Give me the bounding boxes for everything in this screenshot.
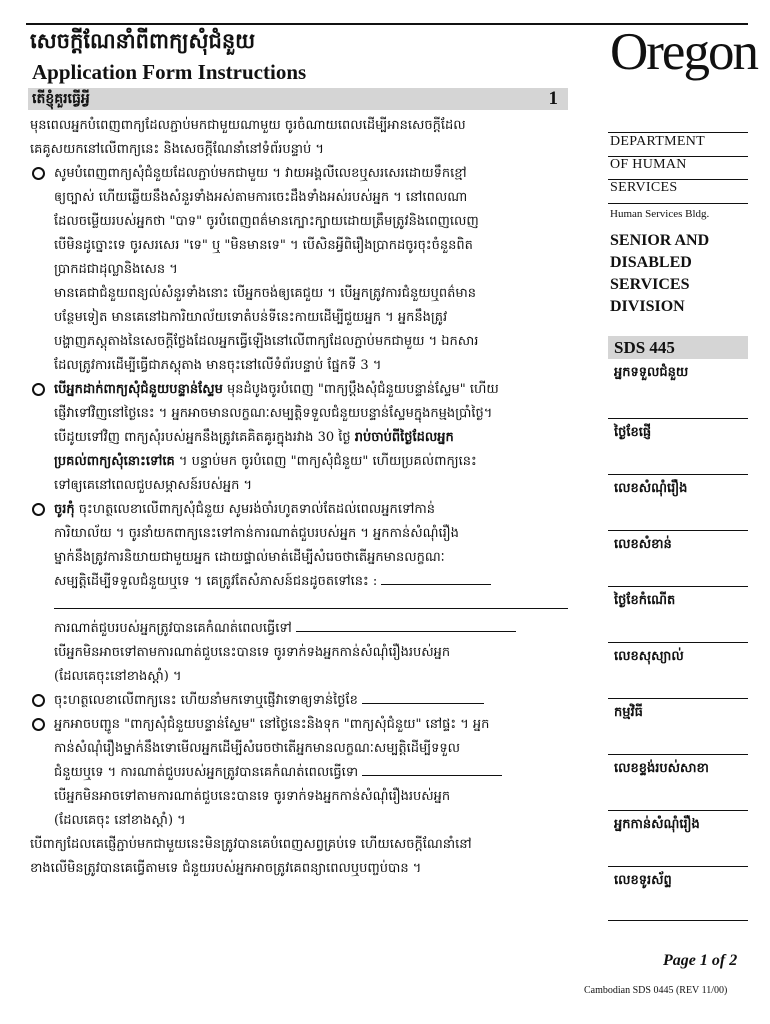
building-name: Human Services Bldg. <box>610 208 710 220</box>
bullet-send-emergency <box>30 713 568 833</box>
oregon-logo: Oregon <box>610 23 757 81</box>
bullet-text: មុនដំបូងចូរបំពេញ "ពាក្យប្តឹងសុំជំនួយបន្ទាន់ស្ទែម" ហើយ <box>222 382 499 397</box>
bullet-emergency <box>30 378 568 498</box>
bullet-line: ដែលចម្លើយរបស់អ្នកថា "បាទ" ចូរបំពេញពត៌មានក្បោះក្បាយដោយត្រឹមត្រូវនិងពេញលេញ <box>54 214 479 229</box>
bullet-line: ឲ្យច្បាស់ ហើយឆ្លើយនឹងសំនួរទាំងអស់តាមការចេះដឹងទាំងអស់របស់អ្នក ។ នៅពេលណា <box>54 190 468 205</box>
section-header <box>28 88 568 110</box>
field-line[interactable] <box>608 530 748 531</box>
department-line: DEPARTMENT <box>610 134 705 149</box>
form-code: Cambodian SDS 0445 (REV 11/00) <box>584 985 728 996</box>
bullet-line: បន្ថែមទៀត មានគេនៅឯការិយាល័យទោតំបន់ទីនេះកាយដើម្បីជួយអ្នក ។ អ្នកនឹងត្រូវ <box>54 310 448 325</box>
bullet-line: បើអ្នកមិនអាចទៅតាមការណាត់ជួបនេះបានទេ ចូរទាក់ទងអ្នកកាន់សំណុំរឿងរបស់អ្នក <box>54 645 451 660</box>
bullet-line: (ដែលគេចុះ នៅខាងស្តាំ) ។ <box>54 813 186 828</box>
circle-bullet-icon <box>32 167 45 180</box>
bullet-line: ដែលត្រូវការដើម្បីធ្វើជាភស្តុតាង មានចុះនៅលើទំព័របន្ទាប់ ផ្នែកទី 3 ។ <box>54 358 382 373</box>
intro-line: គេគូសយកនៅលើពាក្យនេះ និងសេចក្តីណែនាំនៅទំព័របន្ទាប់ ។ <box>30 142 324 157</box>
bullet-line: ផ្ញើវាទៅវិញនៅថ្ងៃនេះ ។ អ្នកអាចមានលក្ខណៈសម្បត្តិទទួលជំនួយបន្ទាន់ស្ទែមក្នុងកម្មងប្រាំថ្ងៃ។ <box>54 406 493 421</box>
bullet-line: (ដែលគេចុះនៅខាងស្តាំ) ។ <box>54 669 182 684</box>
division-line: SENIOR AND <box>610 232 710 249</box>
intro-line: មុនពេលអ្នកបំពេញពាក្យដែលភ្ជាប់មកជាមួយណាមួយ ចូរចំណាយពេលដើម្បីអានសេចក្តីដែល <box>30 118 466 133</box>
bullet-line: ទៅឲ្យគេនៅពេលជួបសម្ភាសន៍របស់អ្នក ។ <box>54 478 253 493</box>
bullet-line: បង្ហាញភស្តុតាងនៃសេចក្តីថ្លែងដែលអ្នកធ្វើឡើងនៅលើពាក្យដែលភ្ជាប់មកជាមួយ ។ ឯកសារ <box>54 334 479 349</box>
bullet-line: សូមបំពេញពាក្យសុំជំនួយដែលភ្ជាប់មកជាមួយ ។ វាយអង្គលីលេខឬសរសេរដោយទឹកខ្មៅ <box>54 166 467 181</box>
field-date-mailed: ថ្ងៃខែផ្ញើ <box>614 425 652 440</box>
bullet-text: សម្បត្តិដើម្បីទទួលជំនួយឬទេ ។ គេត្រូវតែសំភាសន៍ជនដូចតទៅនេះ : <box>54 574 378 589</box>
field-line[interactable] <box>608 810 748 811</box>
bullet-line: ការិយាល័យ ។ ចូរនាំយកពាក្យនេះទៅកាន់ការណាត់ជួបរបស់អ្នក ។ អ្នកកាន់សំណុំរឿង <box>54 526 459 541</box>
appointment-text: ការណាត់ជួបរបស់អ្នកត្រូវបានគេកំណត់ពេលធ្វើទៅ <box>54 621 292 636</box>
bullet-complete-form <box>30 162 568 378</box>
field-case-worker: អ្នកកាន់សំណុំរឿង <box>614 817 700 832</box>
division-name <box>610 230 709 318</box>
bullet-line: ប្រាកដជាដុល្លានិងសេន ។ <box>54 262 178 277</box>
bullet-text: ជំនួយឬទេ ។ ការណាត់ជួបរបស់អ្នកត្រូវបានគេកំណត់ពេលធ្វើទោ <box>54 765 359 780</box>
page-number: Page 1 of 2 <box>663 952 738 969</box>
do-not-lead: ចូរកុំ <box>54 502 75 517</box>
field-line[interactable] <box>608 418 748 419</box>
bullet-text: បើដូយទៅវិញ ពាក្យសុំរបស់អ្នកនឹងត្រូវគេគិតគូរក្នុងរវាង 30 ថ្ងៃ <box>54 430 355 445</box>
bullet-text: ។ បន្ទាប់មក ចូរបំពេញ "ពាក្យសុំជំនួយ" ហើយប្រគល់ពាក្យនេះ <box>174 454 477 469</box>
field-line[interactable] <box>608 474 748 475</box>
department-line: SERVICES <box>610 180 678 195</box>
circle-bullet-icon <box>32 503 45 516</box>
field-social-security: លេខសុស្យាល់ <box>614 649 684 664</box>
bullet-line: មានគេជាជំនួយពន្យល់សំនួរទាំងនោះ បើអ្នកចង់ឲ្យគេជួយ ។ បើអ្នកត្រូវការជំនួយឬពត៌មាន <box>54 286 477 301</box>
sds-number-bar <box>608 336 748 359</box>
appointment-blank-2[interactable] <box>362 761 502 776</box>
field-program: កម្មវិធី <box>614 705 643 720</box>
field-line[interactable] <box>608 920 748 921</box>
field-phone-number: លេខទូរស័ព្ទ <box>614 873 672 888</box>
instructions-body <box>30 114 568 881</box>
interviewees-blank[interactable] <box>381 570 491 585</box>
page-title-english: Application Form Instructions <box>32 60 307 84</box>
bullet-do-not-sign <box>30 498 568 594</box>
field-birth-date: ថ្ងៃខែកំណើត <box>614 593 676 608</box>
bullet-line: អ្នកអាចបញ្ជូន "ពាក្យសុំជំនួយបន្ទាន់ស្ទែម" នៅថ្ងៃនេះនិងទុក "ពាក្យសុំជំនួយ" នៅផ្ទះ ។ អ្នក <box>54 717 490 732</box>
section-title: តើខ្ញុំគួរធ្វើអ្វី <box>32 91 90 107</box>
field-line[interactable] <box>608 866 748 867</box>
field-branch-code: លេខខ្ទង់របស់សាខា <box>614 761 709 776</box>
bullet-sign-return <box>30 689 568 713</box>
emergency-lead: បើអ្នកដាក់ពាក្យសុំជំនួយបន្ទាន់ស្ទែម <box>54 382 223 397</box>
section-number: 1 <box>548 88 558 109</box>
division-line: SERVICES <box>610 276 690 293</box>
bullet-line: ម្នាក់នឹងត្រូវការនិយាយជាមួយអ្នក ដោយផ្ទាល់មាត់ដើម្បីសំរេចថាតើអ្នកមានលក្ខណៈ <box>54 550 445 565</box>
field-line[interactable] <box>608 698 748 699</box>
bullet-line: កាន់សំណុំរឿងម្នាក់នឹងទោមើលអ្នកដើម្បីសំរេចថាតើអ្នកមានលក្ខណៈសម្បត្តិដើម្បីទទួល <box>54 741 461 756</box>
bullet-text: ចុះហត្ថលេខាលើពាក្យសុំជំនួយ សូមរង់ចាំរហូតទាល់តែដល់ពេលអ្នកទៅកាន់ <box>74 502 435 517</box>
bullet-line: បើអ្នកមិនអាចទៅតាមការណាត់ជួបនេះបានទេ ចូរទាក់ទងអ្នកកាន់សំណុំរឿងរបស់អ្នក <box>54 789 451 804</box>
field-prime-number: លេខសំខាន់ <box>614 537 672 552</box>
closing-line: ខាងលើមិនត្រូវបានគេធ្វើតាមទេ ជំនួយរបស់អ្នកអាចត្រូវគេពន្យាពេលឬបញ្ចប់បាន ។ <box>30 861 422 876</box>
bullet-text: ចុះហត្ថលេខាលើពាក្យនេះ ហើយនាំមកទោឬផ្ញើវាទោឲ្យទាន់ថ្ងៃខែ <box>54 693 358 708</box>
department-line: OF HUMAN <box>610 157 687 172</box>
field-line[interactable] <box>608 642 748 643</box>
field-line[interactable] <box>608 586 748 587</box>
division-line: DISABLED <box>610 254 692 271</box>
bold-text: រាប់ចាប់ពីថ្ងៃដែលអ្នក <box>354 430 454 445</box>
circle-bullet-icon <box>32 718 45 731</box>
sds-number: SDS 445 <box>614 338 675 357</box>
interviewees-blank-line[interactable] <box>54 608 568 609</box>
divider <box>608 132 748 133</box>
closing-line: បើពាក្យដែលគេផ្ញើភ្ជាប់មកជាមួយនេះមិនត្រូវបានគេបំពេញសព្វគ្រប់ទេ ហើយសេចក្តីណែនាំនៅ <box>30 837 472 852</box>
appointment-blank[interactable] <box>296 617 516 632</box>
field-client-name: អ្នកទទួលជំនួយ <box>614 365 689 380</box>
return-date-blank[interactable] <box>362 689 484 704</box>
bullet-line: បើមិនដូច្នោះទេ ចូរសរសេរ "ទេ" ឬ "មិនមានទេ" ។ បើសិនអ្វីពិរឿងប្រាកដចូរចុះចំនួនពិត <box>54 238 473 253</box>
bold-text: ប្រគល់ពាក្យសុំនោះទៅគេ <box>54 454 175 469</box>
field-case-number: លេខសំណុំរឿង <box>614 481 688 496</box>
division-line: DIVISION <box>610 298 685 315</box>
page-title-khmer: សេចក្តីណែនាំពីពាក្យសុំជំនួយ <box>30 28 256 53</box>
circle-bullet-icon <box>32 383 45 396</box>
divider <box>608 203 748 204</box>
circle-bullet-icon <box>32 694 45 707</box>
field-line[interactable] <box>608 754 748 755</box>
